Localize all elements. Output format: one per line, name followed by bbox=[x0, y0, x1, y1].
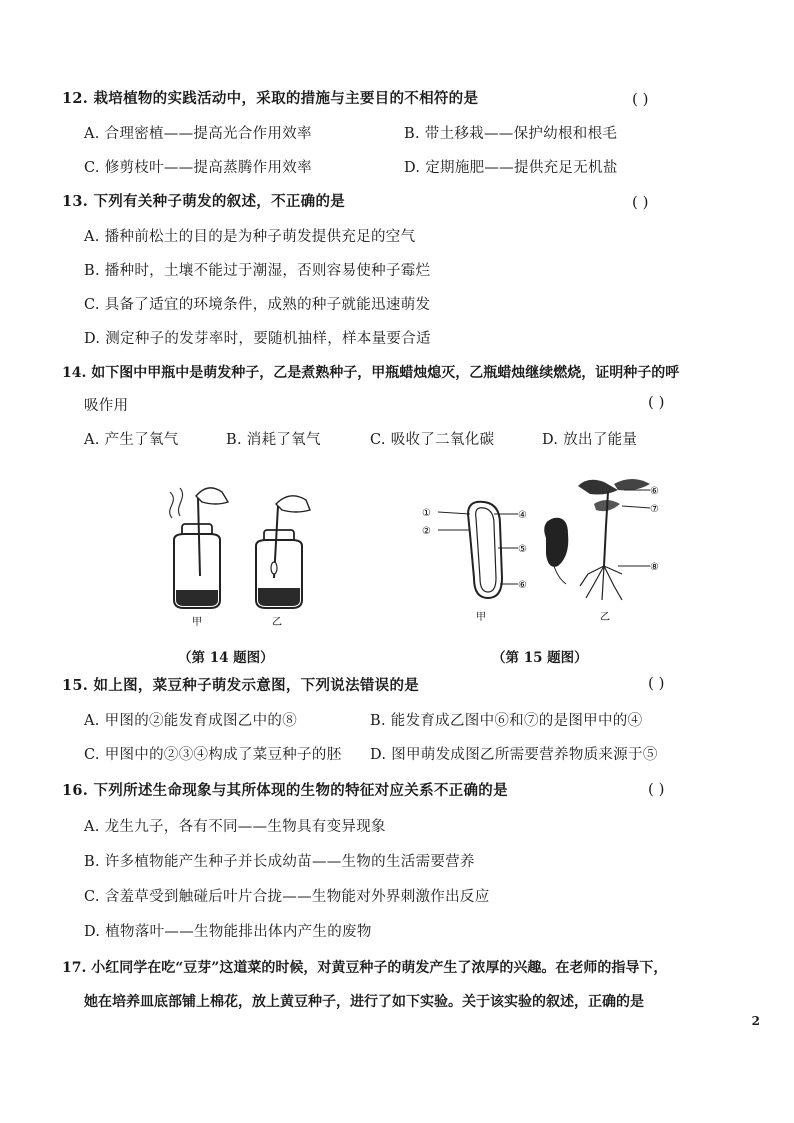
bean-seed-diagram bbox=[438, 502, 518, 598]
plant-mark-6: ⑥ bbox=[650, 486, 659, 497]
q15-answer-paren: ( ) bbox=[648, 674, 665, 692]
q14-option-c: C. 吸收了二氧化碳 bbox=[370, 432, 495, 448]
figure-15-bean-germination bbox=[418, 474, 678, 624]
q13-answer-paren: ( ) bbox=[632, 193, 649, 211]
q13-option-c: C. 具备了适宜的环境条件，成熟的种子就能迅速萌发 bbox=[84, 297, 431, 313]
q13-option-d: D. 测定种子的发芽率时，要随机抽样，样本量要合适 bbox=[84, 331, 431, 347]
plant-label: 乙 bbox=[600, 612, 610, 623]
q16-option-a: A. 龙生九子，各有不同——生物具有变异现象 bbox=[84, 819, 386, 835]
page-number: 2 bbox=[751, 1014, 760, 1028]
q12-stem: 12. 栽培植物的实践活动中，采取的措施与主要目的不相符的是 bbox=[62, 90, 479, 107]
q13-option-b: B. 播种时，土壤不能过于潮湿，否则容易使种子霉烂 bbox=[84, 263, 431, 279]
q13-stem: 13. 下列有关种子萌发的叙述，不正确的是 bbox=[62, 193, 346, 210]
q12-option-b: B. 带土移栽——保护幼根和根毛 bbox=[404, 126, 618, 142]
jar-jia-label: 甲 bbox=[192, 617, 202, 628]
q16-option-b: B. 许多植物能产生种子并长成幼苗——生物的生活需要营养 bbox=[84, 854, 475, 870]
seed-mark-5: ⑤ bbox=[518, 544, 527, 555]
q17-stem-line2: 她在培养皿底部铺上棉花，放上黄豆种子，进行了如下实验。关于该实验的叙述，正确的是 bbox=[84, 994, 644, 1010]
figure-14-caption: （第 14 题图） bbox=[178, 650, 274, 666]
figure-15-caption: （第 15 题图） bbox=[492, 650, 588, 666]
q13-option-a: A. 播种前松土的目的是为种子萌发提供充足的空气 bbox=[84, 229, 416, 245]
jar-yi bbox=[256, 496, 310, 608]
seed-mark-2: ② bbox=[422, 526, 431, 537]
plant-mark-8: ⑧ bbox=[650, 562, 659, 573]
q14-option-b: B. 消耗了氧气 bbox=[226, 432, 321, 448]
q16-option-d: D. 植物落叶——生物能排出体内产生的废物 bbox=[84, 924, 372, 940]
jar-jia bbox=[174, 488, 228, 608]
seed-mark-6-seed: ⑥ bbox=[518, 580, 527, 591]
q14-stem-line1: 14. 如下图中甲瓶中是萌发种子，乙是煮熟种子，甲瓶蜡烛熄灭，乙瓶蜡烛继续燃烧，证明种子的呼 bbox=[62, 365, 680, 381]
q12-option-d: D. 定期施肥——提供充足无机盐 bbox=[404, 160, 618, 176]
q15-option-a: A. 甲图的②能发育成图乙中的⑧ bbox=[84, 713, 297, 729]
q14-stem-line2: 吸作用 bbox=[84, 398, 129, 414]
q15-stem: 15. 如上图，菜豆种子萌发示意图，下列说法错误的是 bbox=[62, 677, 420, 694]
seed-mark-1: ① bbox=[422, 508, 431, 519]
seed-mark-4: ④ bbox=[518, 510, 527, 521]
q12-option-c: C. 修剪枝叶——提高蒸腾作用效率 bbox=[84, 160, 312, 176]
q17-stem-line1: 17. 小红同学在吃“豆芽”这道菜的时候，对黄豆种子的萌发产生了浓厚的兴趣。在老师的指导下， bbox=[62, 960, 668, 976]
q12-option-a: A. 合理密植——提高光合作用效率 bbox=[84, 126, 312, 142]
plant-mark-7: ⑦ bbox=[650, 504, 659, 515]
q16-option-c: C. 含羞草受到触碰后叶片合拢——生物能对外界刺激作出反应 bbox=[84, 889, 490, 905]
jar-yi-label: 乙 bbox=[272, 617, 282, 628]
seed-label: 甲 bbox=[476, 612, 486, 623]
q14-option-d: D. 放出了能量 bbox=[542, 432, 638, 448]
q12-answer-paren: ( ) bbox=[632, 90, 649, 108]
q16-answer-paren: ( ) bbox=[648, 780, 665, 798]
q15-option-d: D. 图甲萌发成图乙所需要营养物质来源于⑤ bbox=[370, 747, 658, 763]
q16-stem: 16. 下列所述生命现象与其所体现的生物的特征对应关系不正确的是 bbox=[62, 782, 508, 799]
bean-seedling-diagram bbox=[578, 479, 650, 600]
q15-option-b: B. 能发育成乙图中⑥和⑦的是图甲中的④ bbox=[370, 713, 643, 729]
figure-14-jars bbox=[160, 478, 360, 628]
q14-answer-paren: ( ) bbox=[648, 393, 665, 411]
q15-option-c: C. 甲图中的②③④构成了菜豆种子的胚 bbox=[84, 747, 342, 763]
q14-option-a: A. 产生了氧气 bbox=[84, 432, 179, 448]
